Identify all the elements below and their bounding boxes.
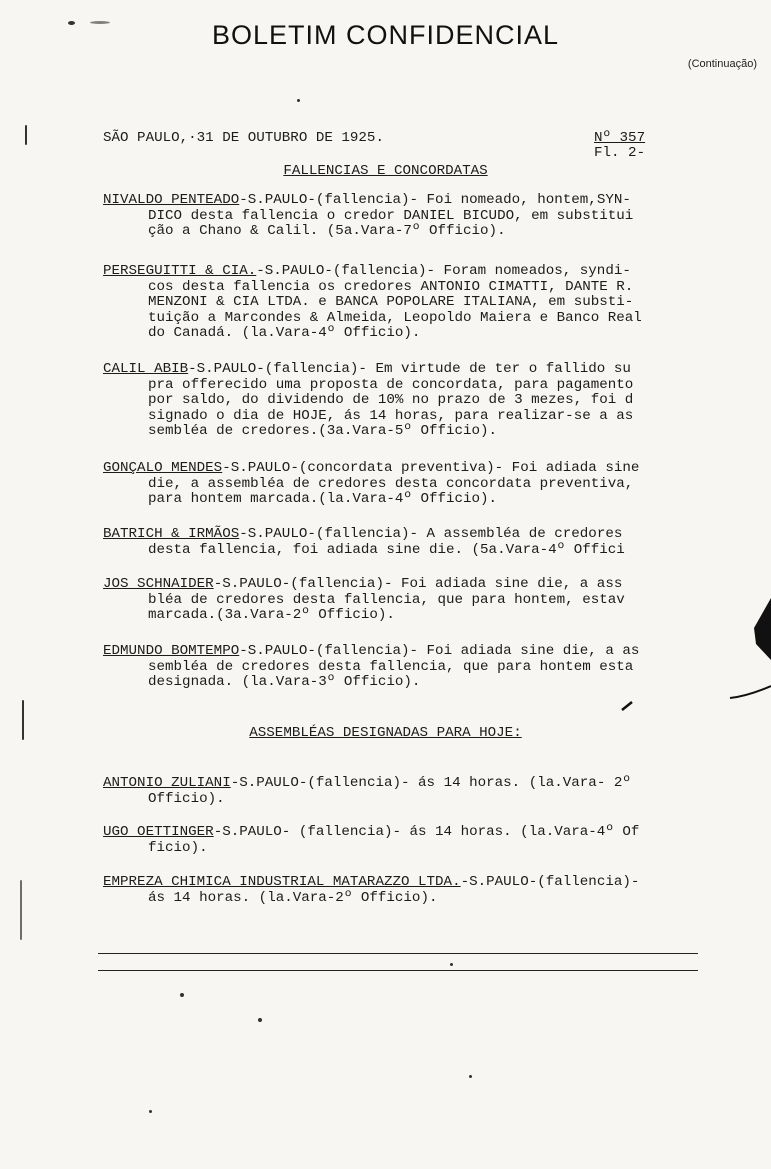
- closing-rule: [98, 953, 698, 954]
- section-title-fallencias: [0, 164, 771, 180]
- entry-name: EMPREZA CHIMICA INDUSTRIAL MATARAZZO LTDA.: [103, 874, 461, 890]
- scan-speck: [620, 700, 634, 712]
- entry-line: Officio).: [148, 790, 225, 807]
- scan-speck: [149, 1110, 152, 1113]
- entry-line: -S.PAULO-(fallencia)- A assembléa de credores: [239, 526, 623, 542]
- entry-line: do Canadá. (la.Vara-4º Officio).: [148, 325, 421, 341]
- scan-margin-mark: [25, 125, 27, 145]
- scan-speck: [450, 963, 453, 966]
- scan-speck: [469, 1075, 472, 1078]
- entry-name: EDMUNDO BOMTEMPO: [103, 643, 240, 659]
- entry-line: ção a Chano & Calil. (5a.Vara-7º Officio).: [148, 223, 506, 239]
- entry-line: tuição a Marcondes & Almeida, Leopoldo Maiera e Banco Real: [148, 309, 642, 326]
- entry-ugo-oettinger: [103, 825, 723, 856]
- entry-name: JOS SCHNAIDER: [103, 576, 214, 592]
- entry-perseguitti: [103, 264, 723, 342]
- entry-line: -S.PAULO-(fallencia)-: [460, 874, 640, 890]
- scan-speck: [180, 993, 184, 997]
- entry-calil-abib: [103, 362, 723, 440]
- entry-goncalo-mendes: [103, 461, 723, 508]
- entry-line: ás 14 horas. (la.Vara-2º Officio).: [148, 889, 438, 906]
- entry-line: -S.PAULO-(fallencia)- ás 14 horas. (la.Vara- 2º: [230, 775, 631, 791]
- entry-line: signado o dia de HOJE, ás 14 horas, para realizar-se a as: [148, 407, 634, 424]
- entry-line: para hontem marcada.(la.Vara-4º Officio).: [148, 491, 498, 507]
- scan-edge-blot: [752, 598, 771, 660]
- entry-antonio-zuliani: [103, 776, 723, 807]
- section-title-hoje: [0, 726, 771, 742]
- bulletin-number-value: Nº 357: [594, 130, 646, 146]
- entry-name: UGO OETTINGER: [103, 824, 214, 840]
- entry-name: NIVALDO PENTEADO: [103, 192, 240, 208]
- entry-name: CALIL ABIB: [103, 361, 189, 377]
- sheet-number: Fl. 2-: [594, 145, 646, 161]
- entry-line: DICO desta fallencia o credor DANIEL BICUDO, em substitui: [148, 207, 634, 224]
- entry-name: BATRICH & IRMÃOS: [103, 526, 240, 542]
- entry-line: -S.PAULO-(fallencia)- Foram nomeados, syndi-: [256, 263, 631, 279]
- entry-line: -S.PAULO-(fallencia)- Foi adiada sine die, a ass: [213, 576, 623, 592]
- entry-name: PERSEGUITTI & CIA.: [103, 263, 257, 279]
- entry-name: ANTONIO ZULIANI: [103, 775, 231, 791]
- entry-line: -S.PAULO- (fallencia)- ás 14 horas. (la.Vara-4º Of: [213, 824, 640, 840]
- entry-line: die, a assembléa de credores desta concordata preventiva,: [148, 475, 634, 492]
- document-title: BOLETIM CONFIDENCIAL: [211, 20, 560, 50]
- entry-line: -S.PAULO-(concordata preventiva)- Foi adiada sine: [222, 460, 640, 476]
- entry-line: sembléa de credores desta fallencia, que para hontem esta: [148, 658, 634, 675]
- entry-line: -S.PAULO-(fallencia)- Foi adiada sine die, a as: [239, 643, 640, 659]
- entry-line: sembléa de credores.(3a.Vara-5º Officio).: [148, 423, 498, 439]
- entry-line: bléa de credores desta fallencia, que para hontem, estav: [148, 591, 625, 608]
- scan-margin-mark: [22, 700, 24, 740]
- entry-line: cos desta fallencia os credores ANTONIO CIMATTI, DANTE R.: [148, 278, 634, 295]
- entry-nivaldo-penteado: [103, 193, 723, 240]
- closing-rule: [98, 970, 698, 971]
- entry-line: desta fallencia, foi adiada sine die. (5a.Vara-4º Offici: [148, 541, 625, 558]
- entry-line: -S.PAULO-(fallencia)- Em virtude de ter o fallido su: [188, 361, 631, 377]
- scan-speck: [68, 21, 75, 25]
- entry-jos-schnaider: [103, 577, 723, 624]
- continuation-label: (Continuação): [687, 58, 757, 70]
- entry-line: -S.PAULO-(fallencia)- Foi nomeado, hontem,SYN-: [239, 192, 631, 208]
- entry-line: ficio).: [148, 839, 208, 856]
- scan-margin-mark: [20, 880, 22, 940]
- entry-line: por saldo, do dividendo de 10% no prazo de 3 mezes, foi d: [148, 392, 634, 408]
- dateline: SÃO PAULO,·31 DE OUTUBRO DE 1925.: [103, 130, 384, 146]
- entry-batrich-irmaos: [103, 527, 723, 558]
- entry-line: marcada.(3a.Vara-2º Officio).: [148, 607, 395, 623]
- entry-name: GONÇALO MENDES: [103, 460, 223, 476]
- entry-line: designada. (la.Vara-3º Officio).: [148, 674, 421, 690]
- scan-speck: [297, 99, 300, 102]
- bulletin-number: [594, 131, 645, 161]
- entry-empreza-chimica: [103, 875, 723, 906]
- scan-speck: [90, 21, 110, 24]
- entry-line: MENZONI & CIA LTDA. e BANCA POPOLARE ITALIANA, em substi-: [148, 294, 634, 310]
- entry-edmundo-bomtempo: [103, 644, 723, 691]
- scan-edge-stroke: [728, 684, 771, 702]
- section-title-text: FALLENCIAS E CONCORDATAS: [283, 163, 488, 179]
- entry-line: pra offerecido uma proposta de concordata, para pagamento: [148, 376, 634, 393]
- section-title-text: ASSEMBLÉAS DESIGNADAS PARA HOJE:: [249, 725, 522, 741]
- scan-speck: [258, 1018, 262, 1022]
